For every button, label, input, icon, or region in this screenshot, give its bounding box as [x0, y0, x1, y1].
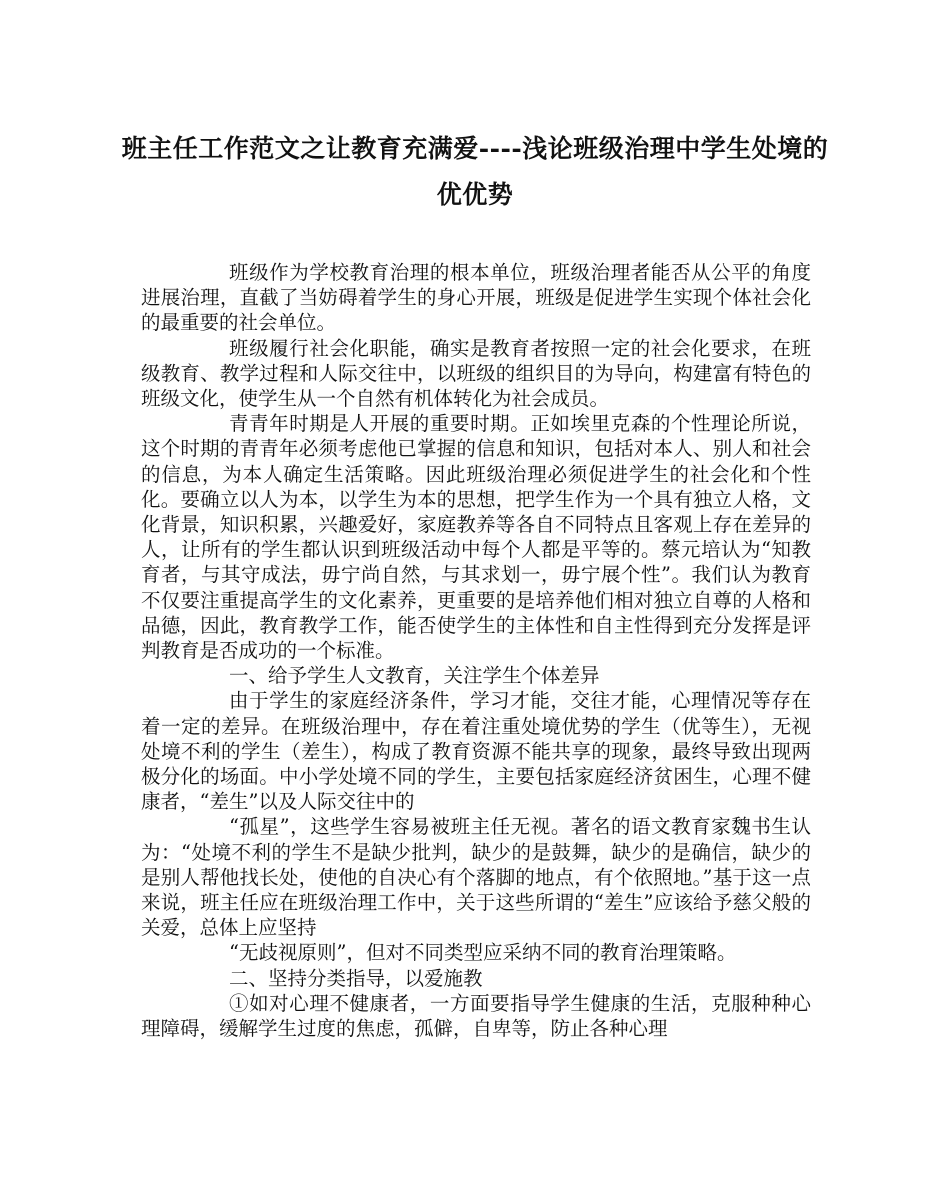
paragraph-3: 青青年时期是人开展的重要时期。正如埃里克森的个性理论所说，这个时期的青青年必须考虑他已掌握的信息和知识，包括对本人、别人和社会的信息，为本人确定生活策略。因此班级治理必须促进学生的社会化和个性化。要确立以人为本，以学生为本的思想，把学生作为一个具有独立人格，文化背景，知识积累，兴趣爱好，家庭教养等各自不同特点且客观上存在差异的人，让所有的学生都认识到班级活动中每个人都是平等的。蔡元培认为“知教育者，与其守成法，毋宁尚自然，与其求划一，毋宁展个性”。我们认为教育不仅要注重提高学生的文化素养，更重要的是培养他们相对独立自尊的人格和品德，因此，教育教学工作，能否使学生的主体性和自主性得到充分发挥是评判教育是否成功的一个标准。 [141, 412, 811, 663]
section-heading-1: 一、给予学生人文教育，关注学生个体差异 [229, 664, 600, 688]
section-heading-2: 二、坚持分类指导，以爱施教 [229, 966, 483, 990]
paragraph-2: 班级履行社会化职能，确实是教育者按照一定的社会化要求，在班级教育、教学过程和人际交往中，以班级的组织目的为导向，构建富有特色的班级文化，使学生从一个自然有机体转化为社会成员。 [141, 336, 811, 411]
paragraph-5: “孤星”，这些学生容易被班主任无视。著名的语文教育家魏书生认为：“处境不利的学生不是缺少批判，缺少的是鼓舞，缺少的是确信，缺少的是别人帮他找长处，使他的自决心有个落脚的地点，有个依照地。”基于这一点来说，班主任应在班级治理工作中，关于这些所谓的“差生”应该给予慈父般的关爱，总体上应坚持 [141, 815, 811, 940]
paragraph-6: “无歧视原则”，但对不同类型应采纳不同的教育治理策略。 [229, 941, 737, 965]
paragraph-1: 班级作为学校教育治理的根本单位，班级治理者能否从公平的角度进展治理，直截了当妨碍着学生的身心开展，班级是促进学生实现个体社会化的最重要的社会单位。 [141, 261, 811, 335]
paragraph-4: 由于学生的家庭经济条件，学习才能，交往才能，心理情况等存在着一定的差异。在班级治理中，存在着注重处境优势的学生（优等生），无视处境不利的学生（差生），构成了教育资源不能共享的现象，最终导致出现两极分化的场面。中小学处境不同的学生，主要包括家庭经济贫困生，心理不健康者，“差生”以及人际交往中的 [141, 689, 811, 814]
paragraph-7: ①如对心理不健康者，一方面要指导学生健康的生活，克服种种心理障碍，缓解学生过度的焦虑，孤僻，自卑等，防止各种心理 [141, 991, 811, 1041]
document-body [141, 260, 811, 1041]
document-title: 班主任工作范文之让教育充满爱----浅论班级治理中学生处境的优优势 [121, 134, 829, 209]
